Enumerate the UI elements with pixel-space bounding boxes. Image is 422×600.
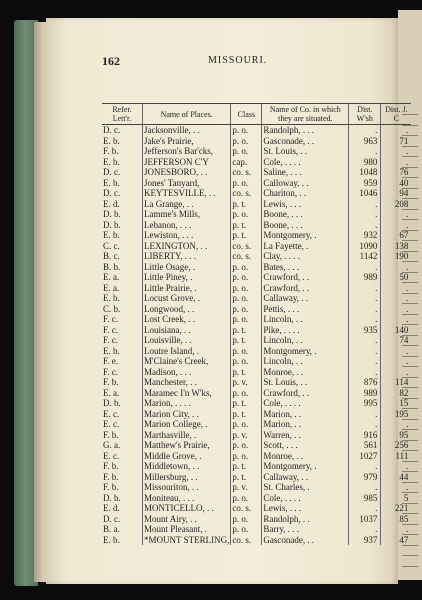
table-row xyxy=(102,388,411,399)
cell-county: Saline, . . . xyxy=(262,167,349,178)
table-row xyxy=(102,356,411,367)
cell-county: Callaway, . . xyxy=(262,472,349,483)
cell-dist-jefferson-city: 111 xyxy=(381,451,412,462)
table-row xyxy=(102,199,411,210)
cell-reference: C. b. xyxy=(103,303,121,314)
cell-county: Clay, . . . . xyxy=(262,251,349,262)
cell-county: Warren, . . xyxy=(262,430,349,441)
cell-reference: D. b. xyxy=(103,492,121,503)
cell-reference: D. c. xyxy=(103,513,121,524)
cell-dist-jefferson-city: . xyxy=(381,419,412,430)
cell-class: p. o. xyxy=(231,514,262,525)
cell-class: p. v. xyxy=(231,377,262,388)
cell-county: Lincoln, . . xyxy=(262,335,349,346)
cell-place-name: *MOUNT STERLING, xyxy=(144,534,230,545)
table-row xyxy=(102,503,411,514)
cell-county: Montgomery, . xyxy=(262,230,349,241)
cell-dist-jefferson-city: 94 xyxy=(381,188,412,199)
table-row xyxy=(102,335,411,346)
cell-dist-jefferson-city: . xyxy=(381,146,412,157)
cell-dist-washington: 876 xyxy=(349,377,381,388)
page-header xyxy=(58,54,394,70)
table-row xyxy=(102,482,411,493)
cell-dist-washington: 1046 xyxy=(349,188,381,199)
cell-county: Boone, . . . xyxy=(262,220,349,231)
cell-dist-jefferson-city: . xyxy=(381,482,412,493)
cell-county: Scott, . . . xyxy=(262,440,349,451)
cell-dist-washington: 989 xyxy=(349,388,381,399)
table-row xyxy=(102,251,411,262)
cell-dist-jefferson-city: 256 xyxy=(381,440,412,451)
table-row xyxy=(102,419,411,430)
table-row xyxy=(102,230,411,241)
col-header-place: Name of Places. xyxy=(143,104,231,125)
cell-reference: D. c. xyxy=(103,167,121,177)
cell-dist-washington: 989 xyxy=(349,272,381,283)
cell-dist-jefferson-city: . xyxy=(381,283,412,294)
table-row xyxy=(102,451,411,462)
cell-reference: F. c. xyxy=(103,335,119,345)
cell-dist-washington: . xyxy=(349,146,381,157)
cell-reference: E. b. xyxy=(103,135,120,146)
table-row xyxy=(102,125,411,136)
cell-dist-washington: 985 xyxy=(349,493,381,504)
cell-place-name: Matthew's Prairie, xyxy=(143,440,231,451)
col-header-county: Name of Co. in which they are situated. xyxy=(262,104,349,125)
cell-reference: C. c. xyxy=(103,240,120,251)
table-row xyxy=(102,262,411,273)
cell-dist-jefferson-city: 95 xyxy=(381,430,412,441)
facing-page-line xyxy=(402,555,418,556)
cell-dist-jefferson-city: 50 xyxy=(381,272,412,283)
cell-county: Marion, . . xyxy=(262,419,349,430)
cell-reference: E. d. xyxy=(103,198,120,209)
cell-dist-washington: 963 xyxy=(349,136,381,147)
cell-county: Gasconade, . . xyxy=(262,136,349,147)
cell-reference: D. b. xyxy=(103,209,121,219)
table-row xyxy=(102,293,411,304)
table-row xyxy=(102,209,411,220)
cell-dist-jefferson-city: . xyxy=(381,262,412,273)
cell-reference: E. a. xyxy=(103,272,120,282)
cell-class: p. t. xyxy=(231,199,262,210)
cell-dist-jefferson-city: . xyxy=(381,157,412,168)
cell-reference: E. b. xyxy=(103,177,120,188)
cell-reference: E. b. xyxy=(103,293,120,303)
cell-class: p. o. xyxy=(231,388,262,399)
table-row xyxy=(102,157,411,168)
cell-place-name: Missouriton, . . xyxy=(143,482,231,493)
table-row xyxy=(102,430,411,441)
cell-reference: B. a. xyxy=(103,524,120,534)
cell-county: Lincoln, . . xyxy=(262,314,349,325)
cell-class: p. t. xyxy=(231,230,262,241)
cell-class: co. s. xyxy=(231,535,262,546)
cell-class: co. s. xyxy=(231,188,262,199)
cell-dist-washington: . xyxy=(349,125,381,136)
table-row xyxy=(102,178,411,189)
cell-dist-washington: 935 xyxy=(349,325,381,336)
cell-place-name: Jones' Tanyard, xyxy=(143,178,231,189)
cell-class: p. v. xyxy=(231,430,262,441)
cell-dist-jefferson-city: 76 xyxy=(381,167,412,178)
cell-place-name: Moniteau, . . . xyxy=(143,493,231,504)
cell-dist-washington: 959 xyxy=(349,178,381,189)
table-row xyxy=(102,346,411,357)
cell-county: Randolph, . . xyxy=(262,514,349,525)
cell-place-name: Lamme's Mills, xyxy=(143,209,231,220)
cell-county: Monroe, . . xyxy=(262,451,349,462)
cell-dist-washington: 937 xyxy=(349,535,381,546)
table-row xyxy=(102,514,411,525)
cell-county: Barry, . . . xyxy=(262,524,349,535)
cell-class: p. o. xyxy=(231,524,262,535)
cell-class: co. s. xyxy=(231,503,262,514)
cell-county: Lewis, . . . xyxy=(262,199,349,210)
cell-class: p. o. xyxy=(231,272,262,283)
cell-class: p. o. xyxy=(231,451,262,462)
cell-reference: G. a. xyxy=(103,440,121,450)
cell-class: p. o. xyxy=(231,146,262,157)
cell-place-name: KEYTESVILLE, . . xyxy=(143,188,231,199)
cell-class: p. o. xyxy=(231,136,262,147)
cell-dist-jefferson-city: 208 xyxy=(381,199,412,210)
cell-county: Calloway, . . xyxy=(262,178,349,189)
cell-class: p. v. xyxy=(231,482,262,493)
cell-place-name: JONESBORO, . . xyxy=(143,167,231,178)
cell-county: Gasconade, . . xyxy=(262,535,349,546)
cell-dist-washington: . xyxy=(349,304,381,315)
cell-county: Boone, . . . xyxy=(262,209,349,220)
cell-county: Crawford, . . xyxy=(262,388,349,399)
cell-place-name: M'Claine's Creek, xyxy=(143,356,231,367)
cell-reference: E. a. xyxy=(103,282,120,293)
cell-place-name: LIBERTY, . . . xyxy=(143,251,231,262)
table-row xyxy=(102,440,411,451)
cell-class: p. t. xyxy=(231,409,262,420)
cell-place-name: Middletown, . . xyxy=(143,461,231,472)
table-row xyxy=(102,325,411,336)
cell-county: Lincoln, . . xyxy=(262,356,349,367)
cell-county: Callaway, . . xyxy=(262,293,349,304)
cell-reference: F. b. xyxy=(103,471,119,482)
cell-dist-jefferson-city: . xyxy=(381,524,412,535)
cell-dist-jefferson-city: 195 xyxy=(381,409,412,420)
cell-place-name: Little Prairie, . xyxy=(143,283,231,294)
cell-reference: F. c. xyxy=(103,314,119,324)
table-row xyxy=(102,136,411,147)
cell-place-name: Mount Pleasant, . xyxy=(143,524,231,535)
cell-dist-washington: 995 xyxy=(349,398,381,409)
cell-county: Chariton, . . xyxy=(262,188,349,199)
cell-dist-jefferson-city: 221 xyxy=(381,503,412,514)
cell-place-name: Lost Creek, . . xyxy=(143,314,231,325)
col-header-reference: Refer. Lett'r. xyxy=(102,104,143,125)
cell-dist-washington: 1037 xyxy=(349,514,381,525)
cell-reference: E. c. xyxy=(103,450,120,461)
cell-place-name: LEXINGTON, . . xyxy=(143,241,231,252)
cell-dist-washington: . xyxy=(349,419,381,430)
table-row xyxy=(102,304,411,315)
cell-place-name: Locust Grove, . xyxy=(143,293,231,304)
cell-dist-washington: . xyxy=(349,283,381,294)
cell-dist-washington: . xyxy=(349,335,381,346)
cell-reference: E. b. xyxy=(103,156,120,167)
cell-county: Crawford, . . xyxy=(262,283,349,294)
cell-dist-washington: 561 xyxy=(349,440,381,451)
cell-dist-jefferson-city: 138 xyxy=(381,241,412,252)
cell-county: Cole, . . . . xyxy=(262,398,349,409)
cell-dist-washington: 979 xyxy=(349,472,381,483)
cell-dist-jefferson-city: 74 xyxy=(381,335,412,346)
table-row xyxy=(102,524,411,535)
cell-reference: E. c. xyxy=(103,419,120,429)
table-row xyxy=(102,409,411,420)
cell-class: p. t. xyxy=(231,335,262,346)
cell-county: St. Louis, . . xyxy=(262,146,349,157)
cell-reference: E. b. xyxy=(103,230,120,240)
cell-dist-jefferson-city: 44 xyxy=(381,472,412,483)
table-row xyxy=(102,493,411,504)
cell-reference: F. c. xyxy=(103,366,119,377)
gazetteer-table xyxy=(102,103,411,545)
cell-class: p. o. xyxy=(231,304,262,315)
cell-dist-jefferson-city: . xyxy=(381,304,412,315)
table-row xyxy=(102,377,411,388)
cell-place-name: MONTICELLO, . . xyxy=(143,503,231,514)
cell-county: Randolph, . . . xyxy=(262,125,349,136)
cell-place-name: Little Osage, . xyxy=(143,262,231,273)
cell-dist-jefferson-city: 140 xyxy=(381,325,412,336)
table-row xyxy=(102,461,411,472)
cell-class: p. t. xyxy=(231,472,262,483)
cell-class: p. o. xyxy=(231,293,262,304)
cell-dist-jefferson-city: 47 xyxy=(381,535,412,546)
cell-place-name: Marion City, . . xyxy=(143,409,231,420)
cell-class: p. o. xyxy=(231,283,262,294)
cell-class: cap. xyxy=(231,157,262,168)
cell-class: p. o. xyxy=(231,440,262,451)
cell-dist-jefferson-city: . xyxy=(381,346,412,357)
cell-place-name: Little Piney, . xyxy=(143,272,231,283)
cell-dist-jefferson-city: . xyxy=(381,209,412,220)
cell-dist-washington: . xyxy=(349,503,381,514)
cell-place-name: JEFFERSON C'Y xyxy=(143,157,231,168)
cell-dist-jefferson-city: . xyxy=(381,125,412,136)
cell-place-name: Jake's Prairie, xyxy=(143,136,231,147)
table-row xyxy=(102,535,411,546)
table-row xyxy=(102,146,411,157)
cell-dist-washington: . xyxy=(349,356,381,367)
cell-dist-washington: 1090 xyxy=(349,241,381,252)
cell-reference: B. c. xyxy=(103,251,120,261)
cell-class: p. o. xyxy=(231,356,262,367)
cell-place-name: Millersburg, . . xyxy=(143,472,231,483)
cell-place-name: Marthasville, . xyxy=(143,430,231,441)
cell-class: p. t. xyxy=(231,325,262,336)
cell-dist-jefferson-city: . xyxy=(381,314,412,325)
cell-class: co. s. xyxy=(231,167,262,178)
cell-dist-jefferson-city: 5 xyxy=(381,493,412,504)
cell-dist-washington: 916 xyxy=(349,430,381,441)
table-row xyxy=(102,314,411,325)
cell-reference: B. b. xyxy=(103,261,121,272)
cell-reference: F. c. xyxy=(103,324,119,335)
cell-class: p. o. xyxy=(231,314,262,325)
cell-dist-washington: . xyxy=(349,346,381,357)
cell-class: co. s. xyxy=(231,251,262,262)
cell-place-name: Manchester, . . xyxy=(143,377,231,388)
cell-reference: E. b. xyxy=(103,345,120,356)
cell-place-name: Jefferson's Bar'cks, xyxy=(143,146,231,157)
cell-dist-jefferson-city: 71 xyxy=(381,136,412,147)
cell-class: p. o. xyxy=(231,493,262,504)
cell-reference: F. b. xyxy=(103,461,119,471)
cell-reference: D. c. xyxy=(103,125,121,135)
cell-reference: F. b. xyxy=(103,482,119,492)
cell-dist-washington: . xyxy=(349,314,381,325)
page-number: 162 xyxy=(102,54,120,68)
cell-class: p. t. xyxy=(231,461,262,472)
cell-reference: E. c. xyxy=(103,408,120,419)
cell-place-name: Maramec I'n W'ks, xyxy=(143,388,231,399)
cell-county: Cole, . . . . xyxy=(262,157,349,168)
cell-place-name: Loutre Island, . xyxy=(143,346,231,357)
table-row xyxy=(102,367,411,378)
cell-dist-washington: . xyxy=(349,262,381,273)
cell-dist-washington: . xyxy=(349,367,381,378)
cell-county: St. Charles, . xyxy=(262,482,349,493)
cell-dist-jefferson-city: . xyxy=(381,220,412,231)
cell-county: Crawford, . . xyxy=(262,272,349,283)
cell-place-name: Marion College, . xyxy=(143,419,231,430)
cell-dist-jefferson-city: 15 xyxy=(381,398,412,409)
cell-dist-jefferson-city: 190 xyxy=(381,251,412,262)
table-row xyxy=(102,398,411,409)
cell-county: Bates, . . . xyxy=(262,262,349,273)
cell-dist-jefferson-city: 82 xyxy=(381,388,412,399)
cell-dist-washington: . xyxy=(349,209,381,220)
table-row xyxy=(102,241,411,252)
col-header-dist-washington: Dist. W'sh xyxy=(349,104,381,125)
cell-reference: E. b. xyxy=(103,534,120,545)
cell-county: Marion, . . xyxy=(262,409,349,420)
cell-dist-washington: . xyxy=(349,482,381,493)
cell-place-name: Longwood, . . xyxy=(143,304,231,315)
cell-dist-jefferson-city: 67 xyxy=(381,230,412,241)
cell-place-name: Lewiston, . . . xyxy=(143,230,231,241)
cell-dist-washington: 1048 xyxy=(349,167,381,178)
cell-place-name: Louisville, . . xyxy=(143,335,231,346)
cell-county: Pike, . . . . xyxy=(262,325,349,336)
cell-reference: D. b. xyxy=(103,219,121,230)
table-row xyxy=(102,188,411,199)
cell-reference: F. b. xyxy=(103,377,119,387)
cell-dist-washington: 980 xyxy=(349,157,381,168)
cell-county: Pettis, . . . xyxy=(262,304,349,315)
cell-dist-washington: 932 xyxy=(349,230,381,241)
table-row xyxy=(102,167,411,178)
cell-dist-jefferson-city: . xyxy=(381,293,412,304)
cell-class: p. t. xyxy=(231,398,262,409)
cell-county: St. Louis, . . xyxy=(262,377,349,388)
cell-dist-washington: . xyxy=(349,293,381,304)
cell-county: Lewis, . . . xyxy=(262,503,349,514)
cell-dist-jefferson-city: . xyxy=(381,367,412,378)
table-row xyxy=(102,472,411,483)
cell-dist-jefferson-city: 85 xyxy=(381,514,412,525)
cell-dist-washington: . xyxy=(349,220,381,231)
cell-county: Montgomery, . xyxy=(262,346,349,357)
cell-reference: F. b. xyxy=(103,146,119,156)
table-row xyxy=(102,283,411,294)
cell-place-name: Marion, . . . . xyxy=(143,398,231,409)
cell-class: p. o. xyxy=(231,209,262,220)
cell-class: p. o. xyxy=(231,125,262,136)
cell-class: p. o. xyxy=(231,346,262,357)
cell-county: Montgomery, . xyxy=(262,461,349,472)
cell-place-name: Mount Airy, . . xyxy=(143,514,231,525)
cell-reference: E. a. xyxy=(103,387,120,398)
running-title: MISSOURI. xyxy=(208,55,268,66)
cell-county: La Fayette, . xyxy=(262,241,349,252)
table-header-row xyxy=(102,104,411,125)
cell-reference: D. c. xyxy=(103,188,121,198)
cell-place-name: La Grange, . . xyxy=(143,199,231,210)
cell-dist-washington: . xyxy=(349,461,381,472)
cell-place-name: Jacksonville, . . xyxy=(143,125,231,136)
cell-reference: E. d. xyxy=(103,503,120,513)
cell-class: p. t. xyxy=(231,367,262,378)
table-row xyxy=(102,220,411,231)
col-header-class: Class xyxy=(231,104,262,125)
cell-place-name: Louisiana, . . xyxy=(143,325,231,336)
cell-class: p. o. xyxy=(231,262,262,273)
cell-dist-washington: 1027 xyxy=(349,451,381,462)
cell-dist-washington: 1142 xyxy=(349,251,381,262)
cell-class: p. o. xyxy=(231,178,262,189)
cell-county: Monroe, . . xyxy=(262,367,349,378)
cell-dist-washington: . xyxy=(349,409,381,420)
table-row xyxy=(102,272,411,283)
cell-class: p. t. xyxy=(231,220,262,231)
cell-place-name: Middle Grove, . xyxy=(143,451,231,462)
cell-class: p. o. xyxy=(231,419,262,430)
cell-reference: D. b. xyxy=(103,398,121,408)
cell-dist-washington: . xyxy=(349,524,381,535)
facing-page-line xyxy=(402,566,418,567)
cell-place-name: Lebanon, . . . xyxy=(143,220,231,231)
cell-dist-jefferson-city: 40 xyxy=(381,178,412,189)
cell-dist-washington: . xyxy=(349,199,381,210)
cell-place-name: Madison, . . . xyxy=(143,367,231,378)
cell-dist-jefferson-city: . xyxy=(381,356,412,367)
cell-county: Cole, . . . . xyxy=(262,493,349,504)
col-header-dist-jefferson-city: Dist. J. C xyxy=(381,104,412,125)
cell-dist-jefferson-city: 114 xyxy=(381,377,412,388)
cell-reference: F. e. xyxy=(103,356,119,366)
cell-class: co. s. xyxy=(231,241,262,252)
cell-dist-jefferson-city: . xyxy=(381,461,412,472)
cell-reference: F. b. xyxy=(103,429,119,440)
